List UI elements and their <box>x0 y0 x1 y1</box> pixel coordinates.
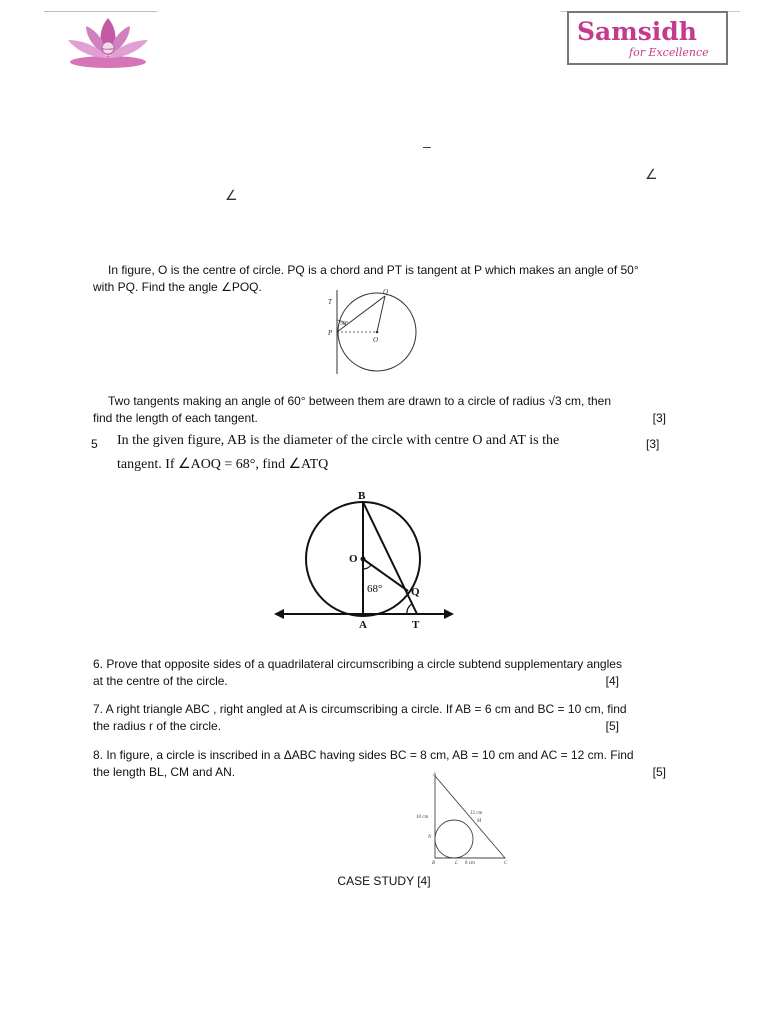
figure-diameter-tangent <box>272 487 458 632</box>
fig2-label-a: A <box>359 619 367 631</box>
stray-dash: – <box>423 138 431 154</box>
q5-line1: In the given figure, AB is the diameter of the circle with centre O and AT is the <box>117 433 560 448</box>
fig2-label-o: O <box>349 553 358 565</box>
q5-line2: tangent. If ∠AOQ = 68°, find ∠ATQ <box>117 457 329 472</box>
question-8 <box>93 747 673 781</box>
brand-name: Samsidh <box>577 17 697 46</box>
question-tangents <box>93 393 673 427</box>
fig1-label-p: P <box>328 329 333 337</box>
fig3-label-n: N <box>428 835 432 840</box>
q8-marks: [5] <box>652 765 666 779</box>
q7-line1: 7. A right triangle ABC , right angled at A is circumscribing a circle. If AB = 6 cm and BC = 10 cm, find <box>93 702 627 716</box>
q8-line2: the length BL, CM and AN. <box>93 765 236 779</box>
brand-logo-box <box>567 11 728 65</box>
fig2-label-b: B <box>358 490 366 502</box>
question-tangents-line1: Two tangents making an angle of 60° between them are drawn to a circle of radius √3 cm, then <box>108 394 611 408</box>
fig3-side-ab: 10 cm <box>416 815 429 820</box>
q7-line2: the radius r of the circle. <box>93 719 222 733</box>
fig3-label-l: L <box>455 861 458 866</box>
brand-tagline: for Excellence <box>629 46 709 59</box>
question-tangents-line2: find the length of each tangent. <box>93 411 258 425</box>
logo-caption: Samsidh <box>102 47 114 51</box>
fig1-label-o: O <box>373 336 379 344</box>
fig3-label-c: C <box>504 861 508 866</box>
question-5 <box>117 429 637 477</box>
fig3-label-m: M <box>477 819 482 824</box>
stray-angle-2: ∠ <box>225 187 238 203</box>
question-6 <box>93 656 673 690</box>
stray-angle-1: ∠ <box>645 166 658 182</box>
case-study-heading: CASE STUDY [4] <box>337 874 431 888</box>
question-7 <box>93 701 673 735</box>
q8-line1: 8. In figure, a circle is inscribed in a ΔABC having sides BC = 8 cm, AB = 10 cm and AC = 12 cm. Find <box>93 748 634 762</box>
figure-tangent-chord <box>325 288 425 376</box>
q7-marks: [5] <box>605 719 619 733</box>
fig3-label-a: A <box>433 773 437 778</box>
fig3-label-b: B <box>432 861 436 866</box>
q5-number: 5 <box>91 437 98 451</box>
q5-marks: [3] <box>646 437 660 451</box>
q6-line1: 6. Prove that opposite sides of a quadrilateral circumscribing a circle subtend supplementary angles <box>93 657 622 671</box>
lotus-logo <box>64 12 152 72</box>
q6-marks: [4] <box>605 674 619 688</box>
q6-line2: at the centre of the circle. <box>93 674 228 688</box>
figure-incircle-triangle <box>413 772 518 866</box>
fig2-angle: 68° <box>367 583 383 595</box>
question-poq-line1: In figure, O is the centre of circle. PQ is a chord and PT is tangent at P which makes an angle of 50° <box>108 263 639 277</box>
question-poq-line2: with PQ. Find the angle ∠POQ. <box>93 280 262 294</box>
fig2-label-q: Q <box>411 586 420 598</box>
fig1-angle: 50° <box>340 321 349 327</box>
fig3-side-bc: 8 cm <box>465 861 475 866</box>
fig3-side-ac: 12 cm <box>470 811 483 816</box>
fig1-label-q: Q <box>383 288 389 296</box>
fig1-label-t: T <box>328 298 332 306</box>
question-tangents-marks: [3] <box>652 411 666 425</box>
fig2-label-t: T <box>412 619 420 631</box>
